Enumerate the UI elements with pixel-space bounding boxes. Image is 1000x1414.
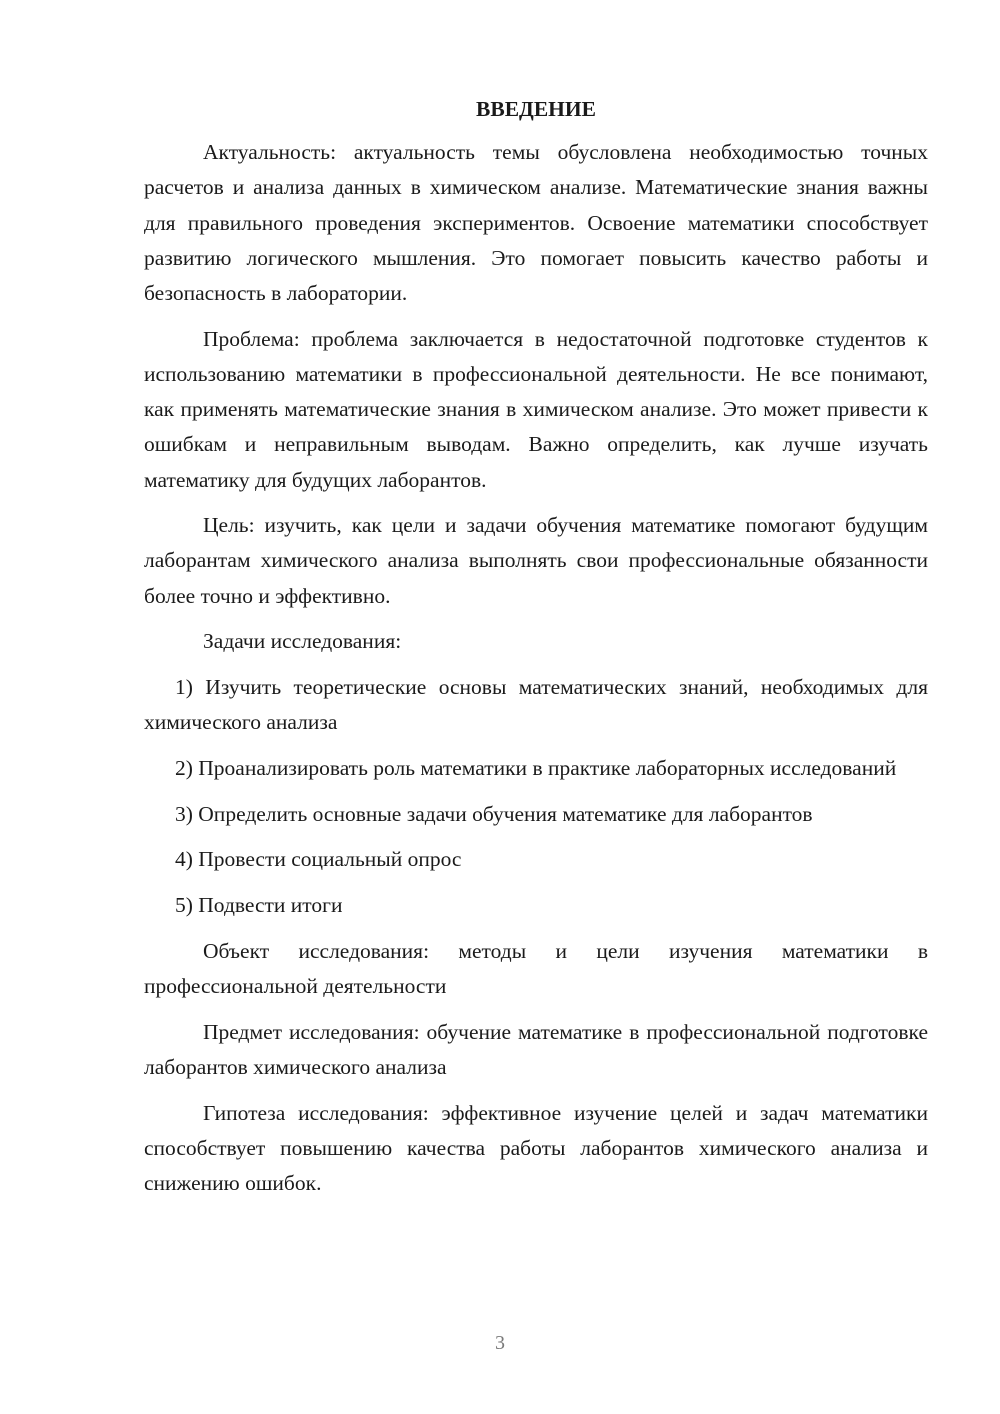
task-item-4: 4) Провести социальный опрос	[175, 847, 462, 872]
paragraph-relevance: Актуальность: актуальность темы обусловлена необходимостью точных расчетов и анализа данных в химическом анализе. Математические знания важны для правильного проведения экспериментов. Освоение математики способствует развитию логического мышления. Это помогает повысить качество работы и безопасность в лаборатории.	[144, 140, 928, 306]
task-item-1: 1) Изучить теоретические основы математических знаний, необходимых для химического анализа	[144, 675, 928, 735]
paragraph-object: Объект исследования: методы и цели изучения математики в профессиональной деятельности	[144, 938, 928, 998]
page-number: 3	[495, 1332, 505, 1354]
section-heading: ВВЕДЕНИЕ	[476, 97, 596, 121]
task-item-3: 3) Определить основные задачи обучения математике для лаборантов	[175, 801, 813, 826]
paragraph-goal: Цель: изучить, как цели и задачи обучения математике помогают будущим лаборантам химического анализа выполнять свои профессиональные обязанности более точно и эффективно.	[144, 513, 928, 608]
paragraph-problem: Проблема: проблема заключается в недостаточной подготовке студентов к использованию математики в профессиональной деятельности. Не все понимают, как применять математические знания в химическом анализе. Это может привести к ошибкам и неправильным выводам. Важно определить, как лучше изучать математику для будущих лаборантов.	[144, 326, 928, 492]
paragraph-subject: Предмет исследования: обучение математике в профессиональной подготовке лаборантов химического анализа	[144, 1019, 928, 1079]
paragraph-hypothesis: Гипотеза исследования: эффективное изучение целей и задач математики способствует повышению качества работы лаборантов химического анализа и снижению ошибок.	[144, 1100, 928, 1195]
document-page	[144, 92, 928, 1212]
task-item-2: 2) Проанализировать роль математики в практике лабораторных исследований	[175, 755, 897, 780]
task-item-5: 5) Подвести итоги	[175, 893, 343, 918]
paragraph-tasks-intro: Задачи исследования:	[203, 629, 402, 654]
